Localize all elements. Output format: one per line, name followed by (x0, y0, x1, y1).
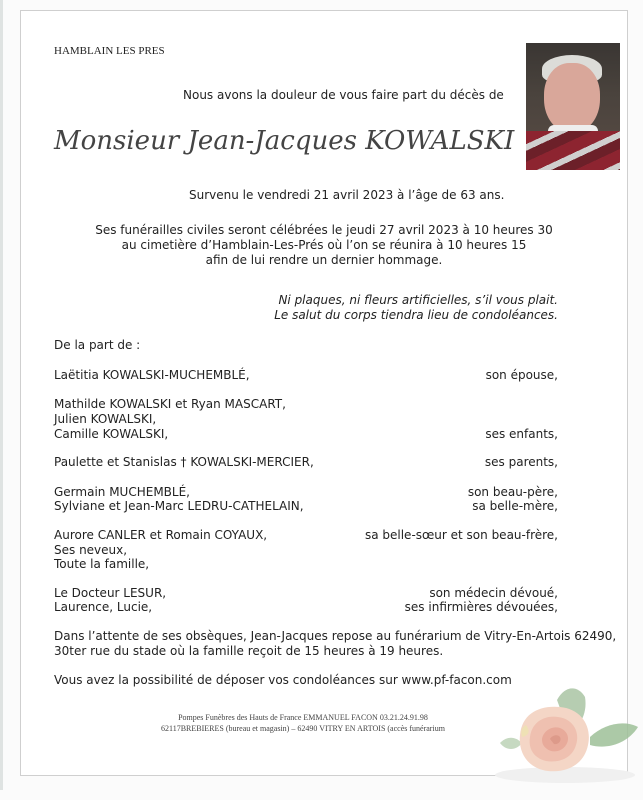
funeral-line: afin de lui rendre un dernier hommage. (205, 253, 443, 267)
family-relation: sa belle-sœur et son beau-frère, (364, 528, 558, 542)
family-names: Laurence, Lucie, (54, 600, 153, 614)
family-relation: ses parents, (484, 455, 558, 469)
family-relation: son beau-père, (467, 485, 558, 499)
funeral-home-footer (161, 712, 445, 734)
family-heading: De la part de : (54, 338, 141, 352)
family-names: Ses neveux, (54, 543, 128, 557)
note-line: Le salut du corps tiendra lieu de condoléances. (274, 308, 558, 322)
footer-line: 62117BREBIERES (bureau et magasin) – 62490 VITRY EN ARTOIS (accès funérarium (161, 724, 445, 733)
family-relation: sa belle-mère, (472, 499, 558, 513)
family-names: Le Docteur LESUR, (54, 586, 167, 600)
funeral-line: au cimetière d’Hamblain-Les-Prés où l’on se réunira à 10 heures 15 (121, 238, 527, 252)
no-flowers-note (274, 293, 558, 323)
family-names: Toute la famille, (54, 557, 150, 571)
rose-decoration-icon (470, 675, 640, 790)
footer-line: Pompes Funèbres des Hauts de France EMMANUEL FACON 03.21.24.91.98 (178, 713, 428, 722)
family-names: Sylviane et Jean-Marc LEDRU-CATHELAIN, (54, 499, 304, 513)
scan-edge (0, 0, 3, 790)
portrait-photo (526, 43, 620, 170)
funeral-line: Ses funérailles civiles seront célébrées le jeudi 27 avril 2023 à 10 heures 30 (95, 223, 553, 237)
family-relation: son épouse, (485, 368, 558, 382)
obituary-page (20, 10, 628, 776)
wake-line: 30ter rue du stade où la famille reçoit de 15 heures à 19 heures. (54, 644, 444, 658)
family-relation: son médecin dévoué, (429, 586, 558, 600)
intro-text: Nous avons la douleur de vous faire part du décès de (183, 88, 504, 102)
note-line: Ni plaques, ni fleurs artificielles, s’il vous plait. (278, 293, 558, 307)
death-date-text: Survenu le vendredi 21 avril 2023 à l’âge de 63 ans. (189, 188, 505, 202)
funeral-details (21, 223, 627, 268)
wake-line: Dans l’attente de ses obsèques, Jean-Jacques repose au funérarium de Vitry-En-Artois 62490, (54, 629, 617, 643)
photo-face (544, 63, 600, 133)
family-names: Germain MUCHEMBLÉ, (54, 485, 190, 499)
family-names: Camille KOWALSKI, (54, 427, 169, 441)
family-relation: ses enfants, (485, 427, 558, 441)
wake-details (54, 629, 616, 659)
town-name: HAMBLAIN LES PRES (54, 45, 165, 57)
condolences-text: Vous avez la possibilité de déposer vos condoléances sur www.pf-facon.com (54, 673, 512, 687)
family-relation: ses infirmières dévouées, (404, 600, 558, 614)
family-names: Aurore CANLER et Romain COYAUX, (54, 528, 268, 542)
family-names: Paulette et Stanislas † KOWALSKI-MERCIER, (54, 455, 314, 469)
deceased-name: Monsieur Jean-Jacques KOWALSKI (54, 126, 515, 156)
photo-shirt (526, 131, 620, 170)
family-names: Mathilde KOWALSKI et Ryan MASCART, (54, 397, 286, 411)
family-names: Julien KOWALSKI, (54, 412, 157, 426)
family-names: Laëtitia KOWALSKI-MUCHEMBLÉ, (54, 368, 250, 382)
